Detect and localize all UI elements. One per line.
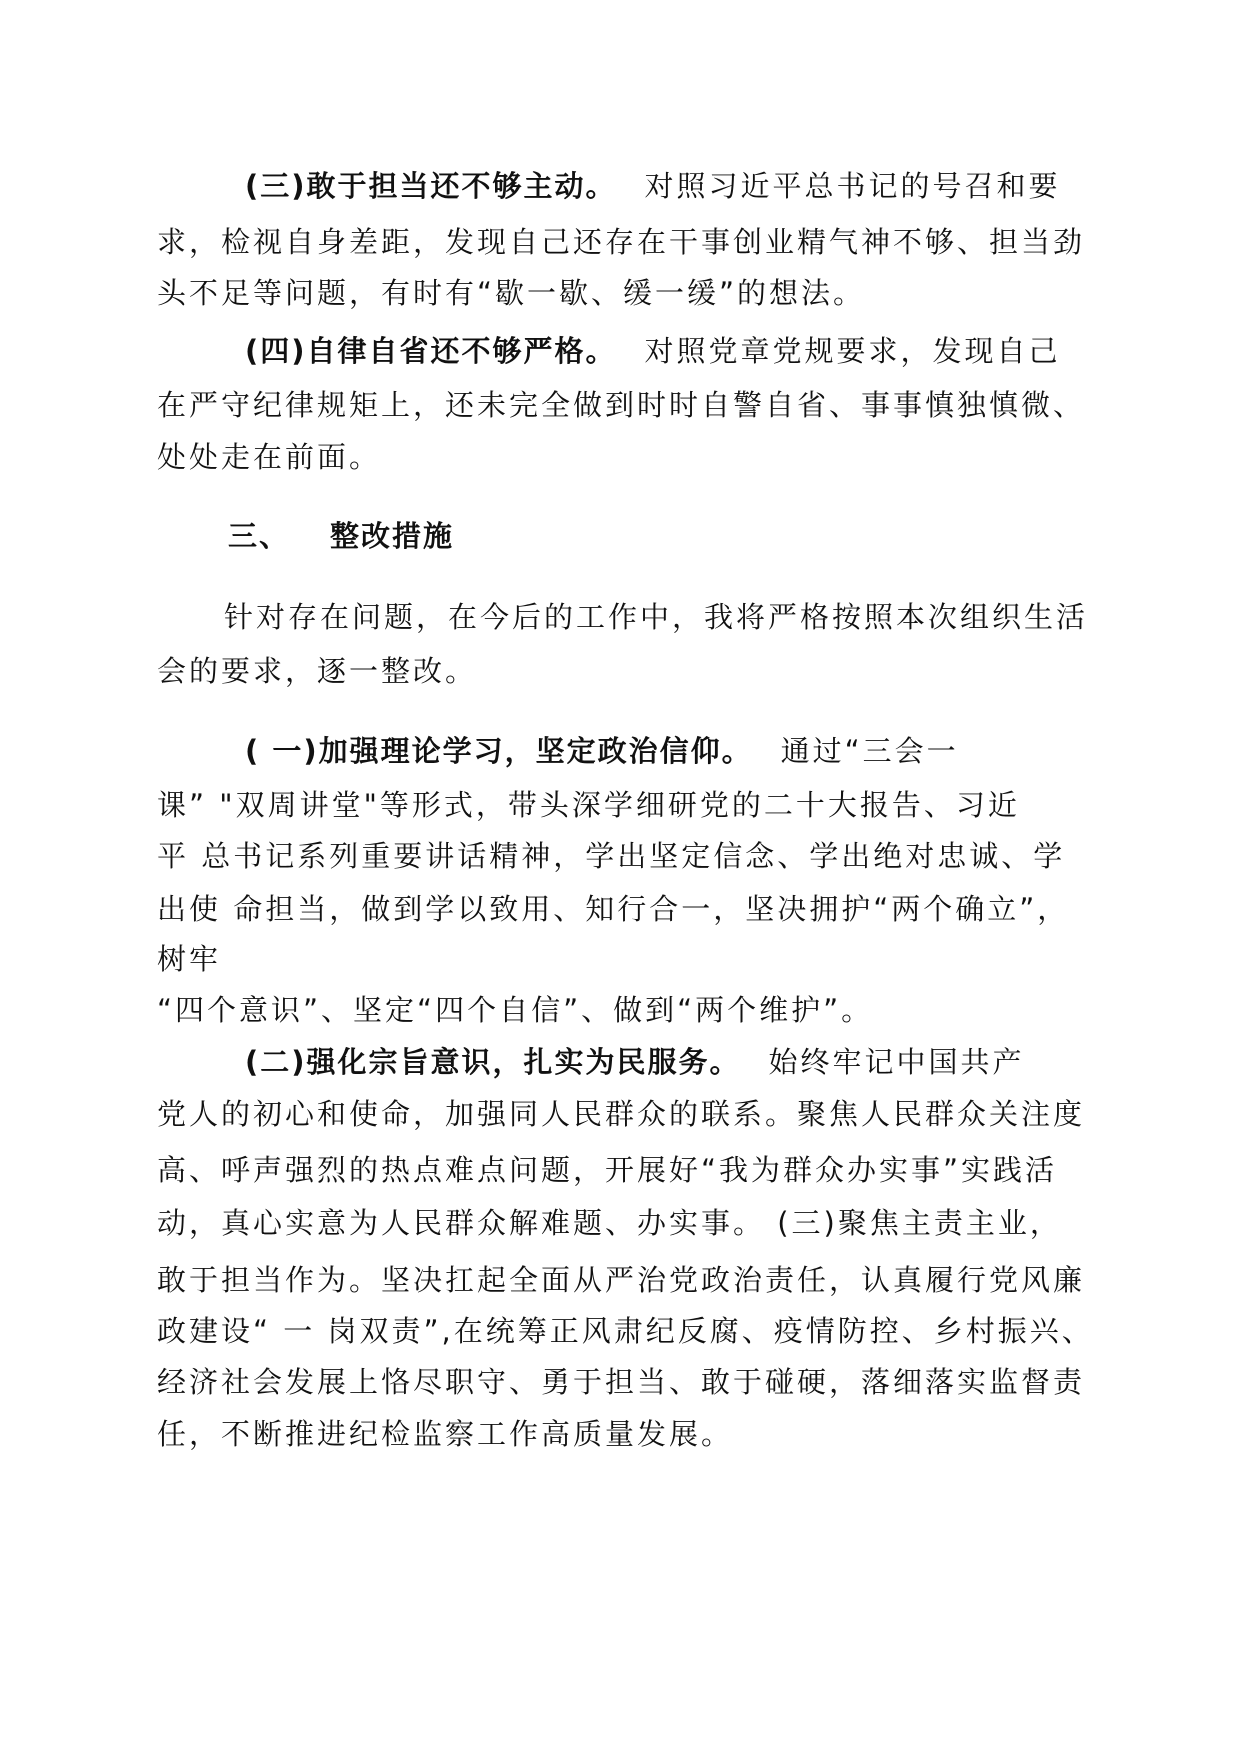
- measure1-text: 通过“三会一: [780, 734, 959, 768]
- intro-line2: 会的要求，逐一整改。: [157, 654, 478, 688]
- item4-text: 对照党章党规要求，发现自己: [644, 334, 1061, 368]
- item3-line3: 头不足等问题，有时有“歇一歇、缓一缓”的想法。: [157, 276, 866, 310]
- measure2-text: 始终牢记中国共产: [768, 1045, 1025, 1079]
- section-title: 整改措施: [330, 519, 455, 553]
- measure1-title: ( 一)加强理论学习，坚定政治信仰。: [245, 734, 753, 768]
- measure1-line6: “四个意识”、坚定“四个自信”、做到“两个维护”。: [157, 993, 874, 1027]
- measure2-line2: 党人的初心和使命，加强同人民群众的联系。聚焦人民群众关注度: [157, 1097, 1086, 1131]
- measure1-line2: 课” "双周讲堂"等形式，带头深学细研党的二十大报告、习近: [157, 788, 1020, 822]
- measure1-line1: [245, 731, 959, 771]
- measure2-line1: [245, 1042, 1025, 1082]
- measure2-line3: 高、呼声强烈的热点难点问题，开展好“我为群众办实事”实践活: [157, 1153, 1058, 1187]
- section-heading: [228, 516, 454, 556]
- item3-line2: 求，检视自身差距，发现自己还存在干事创业精气神不够、担当劲: [157, 225, 1086, 259]
- measure2-line8: 任，不断推进纪检监察工作高质量发展。: [157, 1417, 734, 1451]
- item3-line1: [245, 166, 1061, 206]
- intro-line1: 针对存在问题，在今后的工作中，我将严格按照本次组织生活: [224, 600, 1089, 634]
- item4-line2: 在严守纪律规矩上，还未完全做到时时自警自省、事事慎独慎微、: [157, 388, 1086, 422]
- measure2-line6: 政建设“ 一 岗双责”,在统筹正风肃纪反腐、疫情防控、乡村振兴、: [157, 1314, 1094, 1348]
- item4-line3: 处处走在前面。: [157, 440, 382, 474]
- measure1-line5: 树牢: [157, 942, 222, 976]
- section-number: 三、: [228, 519, 291, 553]
- item3-title: (三)敢于担当还不够主动。: [245, 169, 617, 203]
- item4-title: (四)自律自省还不够严格。: [245, 334, 617, 368]
- measure1-line3: 平 总书记系列重要讲话精神，学出坚定信念、学出绝对忠诚、学: [157, 839, 1066, 873]
- item4-line1: [245, 331, 1061, 371]
- measure2-title: (二)强化宗旨意识，扎实为民服务。: [245, 1045, 741, 1079]
- measure2-line5: 敢于担当作为。坚决扛起全面从严治党政治责任，认真履行党风廉: [157, 1263, 1086, 1297]
- measure1-line4: 出使 命担当，做到学以致用、知行合一，坚决拥护“两个确立”，: [157, 892, 1070, 926]
- item3-text: 对照习近平总书记的号召和要: [644, 169, 1061, 203]
- measure2-line7: 经济社会发展上恪尽职守、勇于担当、敢于碰硬，落细落实监督责: [157, 1365, 1086, 1399]
- measure2-line4: 动，真心实意为人民群众解难题、办实事。 (三)聚焦主责主业，: [157, 1206, 1062, 1240]
